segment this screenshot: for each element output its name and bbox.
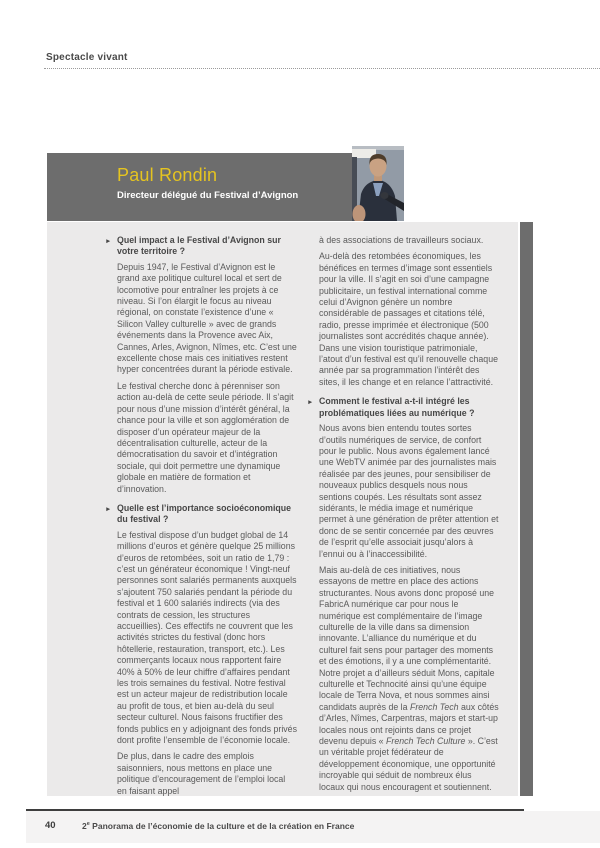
report-edition-sup: e <box>86 821 90 828</box>
arrow-bullet-icon: ► <box>105 238 112 245</box>
page-footer <box>26 811 600 843</box>
interview-paragraph: Mais au-delà de ces initiatives, nous essayons de mettre en place des actions structurantes. Nous avons donc proposé une FabricA numérique car pour nous le numérique est complémentaire de l’image culturelle de la ville dans sa dimension innovante. L’alliance du numérique et du culturel fait sens pour partager des moments et des émotions, il y a une complémentarité. Notre projet a d’ailleurs séduit Mons, capitale culturelle et Technocité ainsi qu’une équipe locale de Terra Nova, et nous sommes ainsi candidats auprès de la French Tech aux côtés d’Arles, Nîmes, Carpentras, majors et start-up locales nous ont rejoints dans ce projet devenu depuis « French Tech Culture ». C’est un véritable projet fédérateur de développement économique, une opportunité incroyable qui séduit de nombreux élus locaux qui nous encouragent et soutiennent. <box>319 564 499 792</box>
interviewee-header <box>47 153 352 221</box>
interview-question <box>306 396 499 419</box>
interview-question <box>104 235 297 258</box>
report-title <box>82 821 354 831</box>
question-text: Comment le festival a-t-il intégré les problématiques liées au numérique ? <box>319 396 475 418</box>
interview-paragraph: à des associations de travailleurs sociaux. <box>319 235 484 245</box>
question-text: Quel impact a le Festival d’Avignon sur votre territoire ? <box>117 235 281 257</box>
page-number: 40 <box>45 820 56 831</box>
portrait-photo-illustration <box>352 146 404 221</box>
interview-paragraph: Nous avons bien entendu toutes sortes d’outils numériques de service, de confort pour le public. Nous avons également lancé une WebTV animée par des journalistes mais réalisée par des jeunes, pour sensibiliser de nouveaux publics desquels nous nous sentions coupés. Les résultats sont assez sidérants, le média image et numérique permet à une génération de prêter attention et donc de se sentir concernée par des œuvres de l’esprit qu’elle associait jusqu’alors à l’ennui ou à l’inaccessibilité. <box>319 423 499 559</box>
report-title-text: Panorama de l’économie de la culture et de la création en France <box>92 821 355 831</box>
section-divider <box>44 68 600 69</box>
section-label: Spectacle vivant <box>46 52 128 63</box>
interview-paragraph: Le festival dispose d’un budget global de 14 millions d’euros et génère quelque 25 millions d’euros de retombées, soit un ratio de 1,79 : c’est un générateur économique ! Vingt-neuf personnes sont salariés permanents auxquels s’ajoutent 750 salariés pendant la période du festival et 1 600 salariés indirects (via des contrats de cession, les structures accueillies). Ces effectifs ne couvrent que les activités strictes du festival (donc hors hôtellerie, restauration, transport, etc.). Les commerçants locaux nous rapportent faire 40% à 50% de leur chiffre d’affaires pendant les trois semaines du festival. Notre festival est un acteur majeur de redistribution locale au profit de tous, et bien au-delà du seul secteur culturel. Nous faisons fructifier des fonds publics en y adjoignant des fonds privés dont profite l’ensemble de l’économie locale. <box>117 529 297 746</box>
interview-paragraph: Au-delà des retombées économiques, les bénéfices en termes d’image sont essentiels pour la ville. Il s’agit en soi d’une campagne publicitaire, un festival international comme celui d’Avignon génère un nombre considérable de passages et citations télé, radio, presse imprimée et électronique (500 journalistes sont accrédités chaque année). Dans une vision touristique patrimoniale, l’atout d’un festival est qu’il renouvelle chaque année par sa programmation l’intérêt des sites, il les change et en relance l’attractivité. <box>319 251 498 387</box>
interview-body <box>47 222 518 796</box>
interview-paragraph: Depuis 1947, le Festival d’Avignon est le grand axe politique culturel local et sert de locomotive pour entraîner les projets à ce niveau. Si l’on élargit le focus au niveau régional, on constate l’existence d’une « Silicon Valley culturelle » avec de grands événements dans la Provence avec Aix, Cannes, Arles, Avignon, Nîmes, etc. C’est une excellente chose mais ces initiatives restent hyper concentrées durant la période estivale. <box>117 261 297 375</box>
interviewee-role: Directeur délégué du Festival d’Avignon <box>117 190 299 201</box>
page-edge-bar <box>520 222 533 796</box>
interview-column-right <box>306 235 499 796</box>
interview-question <box>104 503 297 526</box>
interview-column-left <box>104 235 297 796</box>
interview-paragraph: De plus, dans le cadre des emplois saisonniers, nous mettons en place une politique d’encouragement de l’emploi local en faisant appel <box>117 751 286 796</box>
question-text: Quelle est l’importance socioéconomique du festival ? <box>117 502 292 525</box>
interview-paragraph: Le festival cherche donc à pérenniser son action au-delà de cette seule période. Il s’agit pour nous d’une mission d’intérêt général, la chance pour la ville et son agglomération de disposer d’un opérateur majeur de la décentralisation culturelle, acteur de la démocratisation du savoir et d’intégration sociale, qui doit permettre une dynamique globale en matière de formation et d’innovation. <box>117 380 294 494</box>
interviewee-name: Paul Rondin <box>117 165 218 185</box>
arrow-bullet-icon: ► <box>307 399 314 407</box>
portrait-photo <box>352 146 404 221</box>
report-edition: 2 <box>82 821 87 831</box>
arrow-bullet-icon: ► <box>105 505 112 513</box>
